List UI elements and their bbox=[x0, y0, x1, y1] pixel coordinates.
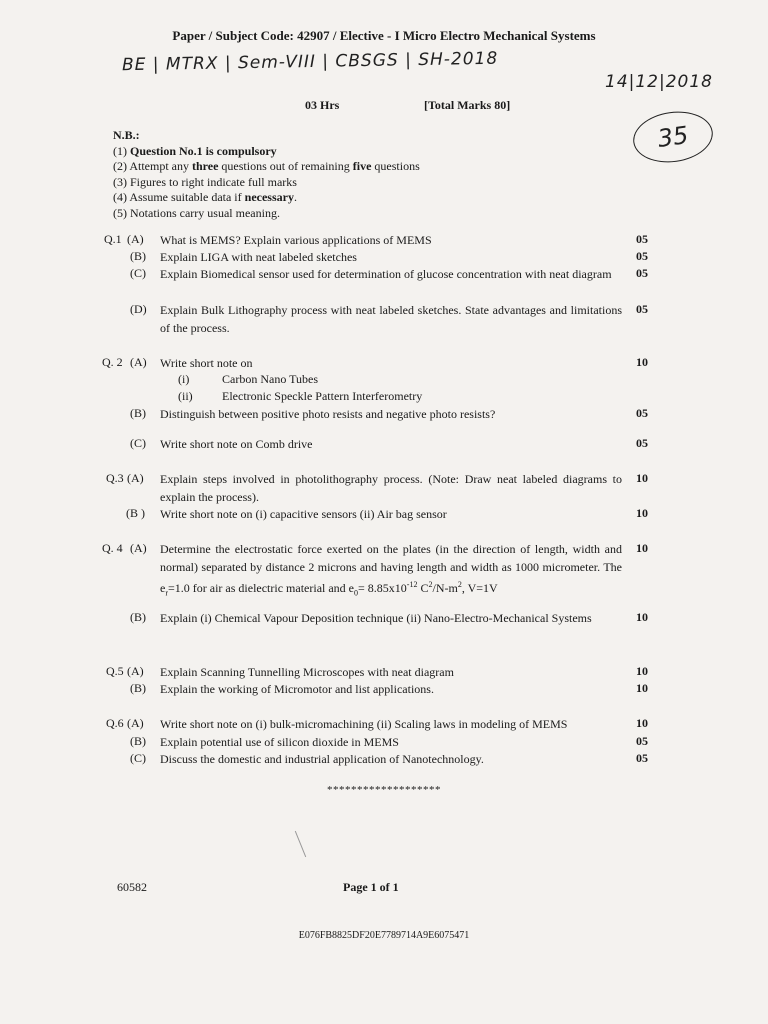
part-label: (A) bbox=[127, 664, 144, 678]
question-text: Explain Biomedical sensor used for determination of glucose concentration with neat diagram bbox=[160, 267, 612, 281]
question-marks: 10 bbox=[636, 541, 648, 555]
end-separator-stars: ******************* bbox=[327, 784, 441, 796]
part-label: (B) bbox=[130, 406, 146, 420]
instruction-item: (4) Assume suitable data if necessary. bbox=[113, 190, 297, 204]
question-marks: 05 bbox=[636, 302, 648, 316]
question-label: Q.6 bbox=[106, 716, 124, 730]
question-label: Q. 2 bbox=[102, 355, 123, 369]
document-hash: E076FB8825DF20E7789714A9E6075471 bbox=[298, 930, 470, 941]
question-marks: 05 bbox=[636, 249, 648, 263]
paper-title: Paper / Subject Code: 42907 / Elective - I Micro Electro Mechanical Systems bbox=[172, 28, 596, 43]
question-marks: 05 bbox=[636, 266, 648, 280]
question-marks: 10 bbox=[636, 610, 648, 624]
sub-item-text: Carbon Nano Tubes bbox=[222, 372, 319, 386]
stamp-number: 35 bbox=[655, 121, 691, 153]
question-text: Explain potential use of silicon dioxide in MEMS bbox=[160, 735, 399, 749]
part-label: (A) bbox=[127, 232, 144, 246]
page-number: Page 1 of 1 bbox=[343, 880, 399, 894]
instructions-block bbox=[113, 128, 420, 221]
instructions-title: N.B.: bbox=[113, 128, 140, 142]
part-label: (A) bbox=[127, 716, 144, 730]
question-label: Q.5 bbox=[106, 664, 124, 678]
question-marks: 10 bbox=[636, 471, 648, 485]
part-label: (B ) bbox=[126, 506, 145, 520]
question-text: What is MEMS? Explain various applications of MEMS bbox=[160, 233, 432, 247]
question-marks: 05 bbox=[636, 406, 648, 420]
question-text: Explain Bulk Lithography process with neat labeled sketches. State advantages and limitations of the process. bbox=[160, 303, 622, 335]
instruction-item: (2) Attempt any three questions out of remaining five questions bbox=[113, 159, 420, 173]
sub-item-number: (i) bbox=[178, 372, 190, 386]
question-label: Q.1 bbox=[104, 232, 122, 246]
question-label: Q. 4 bbox=[102, 541, 123, 555]
part-label: (B) bbox=[130, 249, 146, 263]
question-marks: 05 bbox=[636, 734, 648, 748]
question-text: Explain LIGA with neat labeled sketches bbox=[160, 250, 357, 264]
question-text: Explain the working of Micromotor and list applications. bbox=[160, 682, 434, 696]
question-marks: 10 bbox=[636, 716, 648, 730]
question-marks: 10 bbox=[636, 355, 648, 369]
question-text: Determine the electrostatic force exerted on the plates (in the direction of length, width and normal) separated by distance 2 microns and having length and width as 1000 micrometer. The $e_r=1.0$ for air as dielectric material and $e_0= 8.85x10^{-12}$ $C^2/N-m^2$, V=1V bbox=[160, 542, 622, 598]
question-marks: 05 bbox=[636, 232, 648, 246]
part-label: (D) bbox=[130, 302, 147, 316]
question-text: Explain (i) Chemical Vapour Deposition technique (ii) Nano-Electro-Mechanical Systems bbox=[160, 611, 592, 625]
circled-number-stamp bbox=[630, 107, 716, 168]
part-label: (A) bbox=[127, 471, 144, 485]
question-label: Q.3 bbox=[106, 471, 124, 485]
instruction-item: (1) Question No.1 is compulsory bbox=[113, 143, 277, 158]
question-text: Discuss the domestic and industrial application of Nanotechnology. bbox=[160, 752, 484, 766]
part-label: (C) bbox=[130, 436, 146, 450]
handwritten-course-note: BE | MTRX | Sem-VIII | CBSGS | SH-2018 bbox=[121, 48, 499, 76]
sub-item-number: (ii) bbox=[178, 389, 193, 403]
part-label: (B) bbox=[130, 734, 146, 748]
part-label: (B) bbox=[130, 681, 146, 695]
question-text: Explain Scanning Tunnelling Microscopes with neat diagram bbox=[160, 665, 454, 679]
question-text: Distinguish between positive photo resists and negative photo resists? bbox=[160, 407, 496, 421]
exam-duration: 03 Hrs bbox=[305, 98, 340, 112]
stray-pencil-mark bbox=[295, 831, 306, 857]
question-text: Write short note on bbox=[160, 356, 253, 370]
question-text: Write short note on (i) bulk-micromachining (ii) Scaling laws in modeling of MEMS bbox=[160, 717, 568, 731]
instruction-item: (3) Figures to right indicate full marks bbox=[113, 174, 297, 189]
question-marks: 10 bbox=[636, 681, 648, 695]
handwritten-date: 14|12|2018 bbox=[605, 72, 713, 92]
question-marks: 05 bbox=[636, 751, 648, 765]
total-marks: [Total Marks 80] bbox=[424, 98, 511, 112]
part-label: (B) bbox=[130, 610, 146, 624]
instruction-item: (5) Notations carry usual meaning. bbox=[113, 205, 280, 220]
part-label: (A) bbox=[130, 541, 147, 555]
sub-item-text: Electronic Speckle Pattern Interferometry bbox=[222, 389, 423, 403]
part-label: (C) bbox=[130, 266, 146, 280]
question-text: Explain steps involved in photolithography process. (Note: Draw neat labeled diagrams to explain the process). bbox=[160, 472, 622, 504]
question-text: Write short note on (i) capacitive sensors (ii) Air bag sensor bbox=[160, 507, 447, 521]
part-label: (A) bbox=[130, 355, 147, 369]
paper-code-footer: 60582 bbox=[117, 880, 147, 894]
question-marks: 05 bbox=[636, 436, 648, 450]
question-marks: 10 bbox=[636, 506, 648, 520]
question-marks: 10 bbox=[636, 664, 648, 678]
part-label: (C) bbox=[130, 751, 146, 765]
question-text: Write short note on Comb drive bbox=[160, 437, 313, 451]
